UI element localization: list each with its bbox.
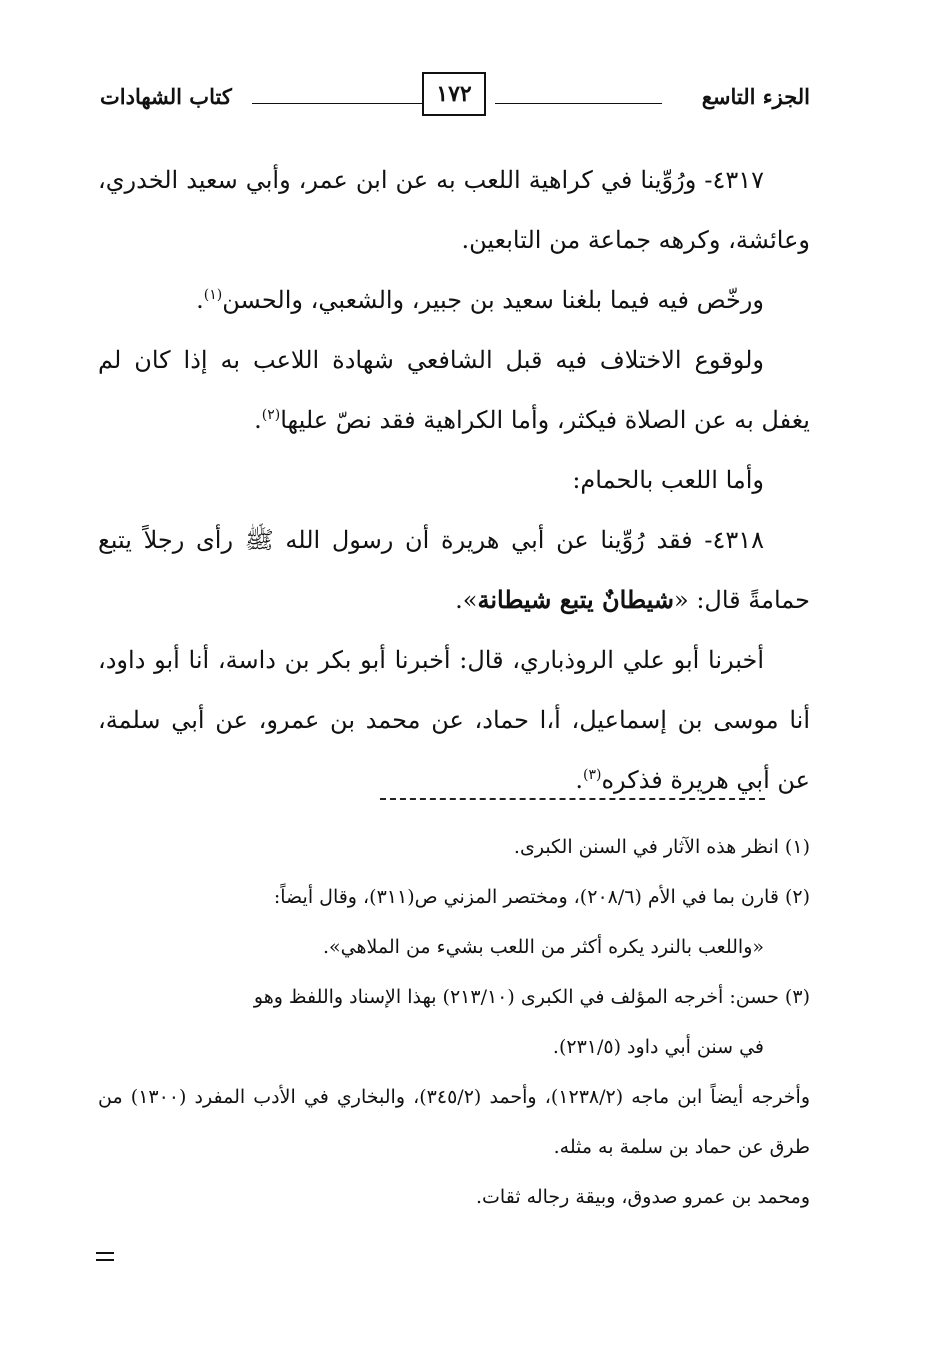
paragraph-end: . <box>575 766 583 794</box>
paragraph-end: . <box>254 406 262 434</box>
page-header <box>100 72 810 122</box>
footnote-3: (٣) حسن: أخرجه المؤلف في الكبرى (٢١٣/١٠) بهذا الإسناد واللفظ وهو <box>253 986 810 1008</box>
paragraph-text: ورخّص فيه فيما بلغنا سعيد بن جبير، والشعبي، والحسن <box>222 286 764 314</box>
footnote-3-further: وأخرجه أيضاً ابن ماجه (١٢٣٨/٢)، وأحمد (٣٤٥/٢)، والبخاري في الأدب المفرد (١٣٠٠) من طرق عن حماد بن سلمة به مثله. <box>98 1086 811 1158</box>
footnote-3-continued: في سنن أبي داود (٢٣١/٥). <box>552 1036 764 1058</box>
paragraph-dispute <box>98 330 810 450</box>
footnote-3-grading: ومحمد بن عمرو صدوق، وبيقة رجاله ثقات. <box>476 1186 810 1208</box>
paragraph-pigeons-heading: وأما اللعب بالحمام: <box>572 466 764 494</box>
paragraph-text: أخبرنا أبو علي الروذباري، قال: أخبرنا أبو بكر بن داسة، أنا أبو داود، أنا موسى بن إسماعيل، أ،ا حماد، عن محمد بن عمرو، عن أبي سلمة، عن أبي هريرة فذكره <box>98 646 810 794</box>
paragraph-4317: ٤٣١٧- ورُوِّينا في كراهية اللعب به عن ابن عمر، وأبي سعيد الخدري، وعائشة، وكرهه جماعة من التابعين. <box>98 166 810 254</box>
paragraph-text: ولوقوع الاختلاف فيه قبل الشافعي شهادة اللاعب به إذا كان لم يغفل به عن الصلاة فيكثر، وأما الكراهية فقد نصّ عليها <box>98 346 810 434</box>
chapter-title: كتاب الشهادات <box>100 84 232 109</box>
main-text <box>98 150 810 810</box>
footnote-2-quote: «واللعب بالنرد يكره أكثر من اللعب بشيء من الملاهي». <box>323 936 764 958</box>
footnote-ref-3: (٣) <box>582 767 602 783</box>
paragraph-4318 <box>98 510 810 630</box>
paragraph-end: ». <box>455 586 478 614</box>
page-number: ١٧٢ <box>422 72 486 116</box>
header-rule-left <box>252 103 424 104</box>
footnote-2: (٢) قارن بما في الأم (٢٠٨/٦)، ومختصر المزني ص(٣١١)، وقال أيضاً: <box>273 886 810 908</box>
paragraph-permission <box>98 270 810 330</box>
page-end-mark <box>96 1252 114 1261</box>
paragraph-isnad <box>98 630 810 810</box>
footnote-ref-2: (٢) <box>261 407 281 423</box>
footnotes <box>98 822 810 1222</box>
header-rule-right <box>495 103 662 104</box>
paragraph-end: . <box>196 286 204 314</box>
volume-title: الجزء التاسع <box>701 84 810 109</box>
footnote-separator <box>380 798 765 800</box>
hadith-quote: شيطانٌ يتبع شيطانة <box>477 585 674 614</box>
paragraph-text: ٤٣١٨- فقد رُوِّينا عن أبي هريرة أن رسول الله ﷺ رأى رجلاً يتبع حمامةً قال: « <box>98 526 810 614</box>
footnote-1: (١) انظر هذه الآثار في السنن الكبرى. <box>513 836 810 858</box>
footnote-ref-1: (١) <box>203 287 223 303</box>
